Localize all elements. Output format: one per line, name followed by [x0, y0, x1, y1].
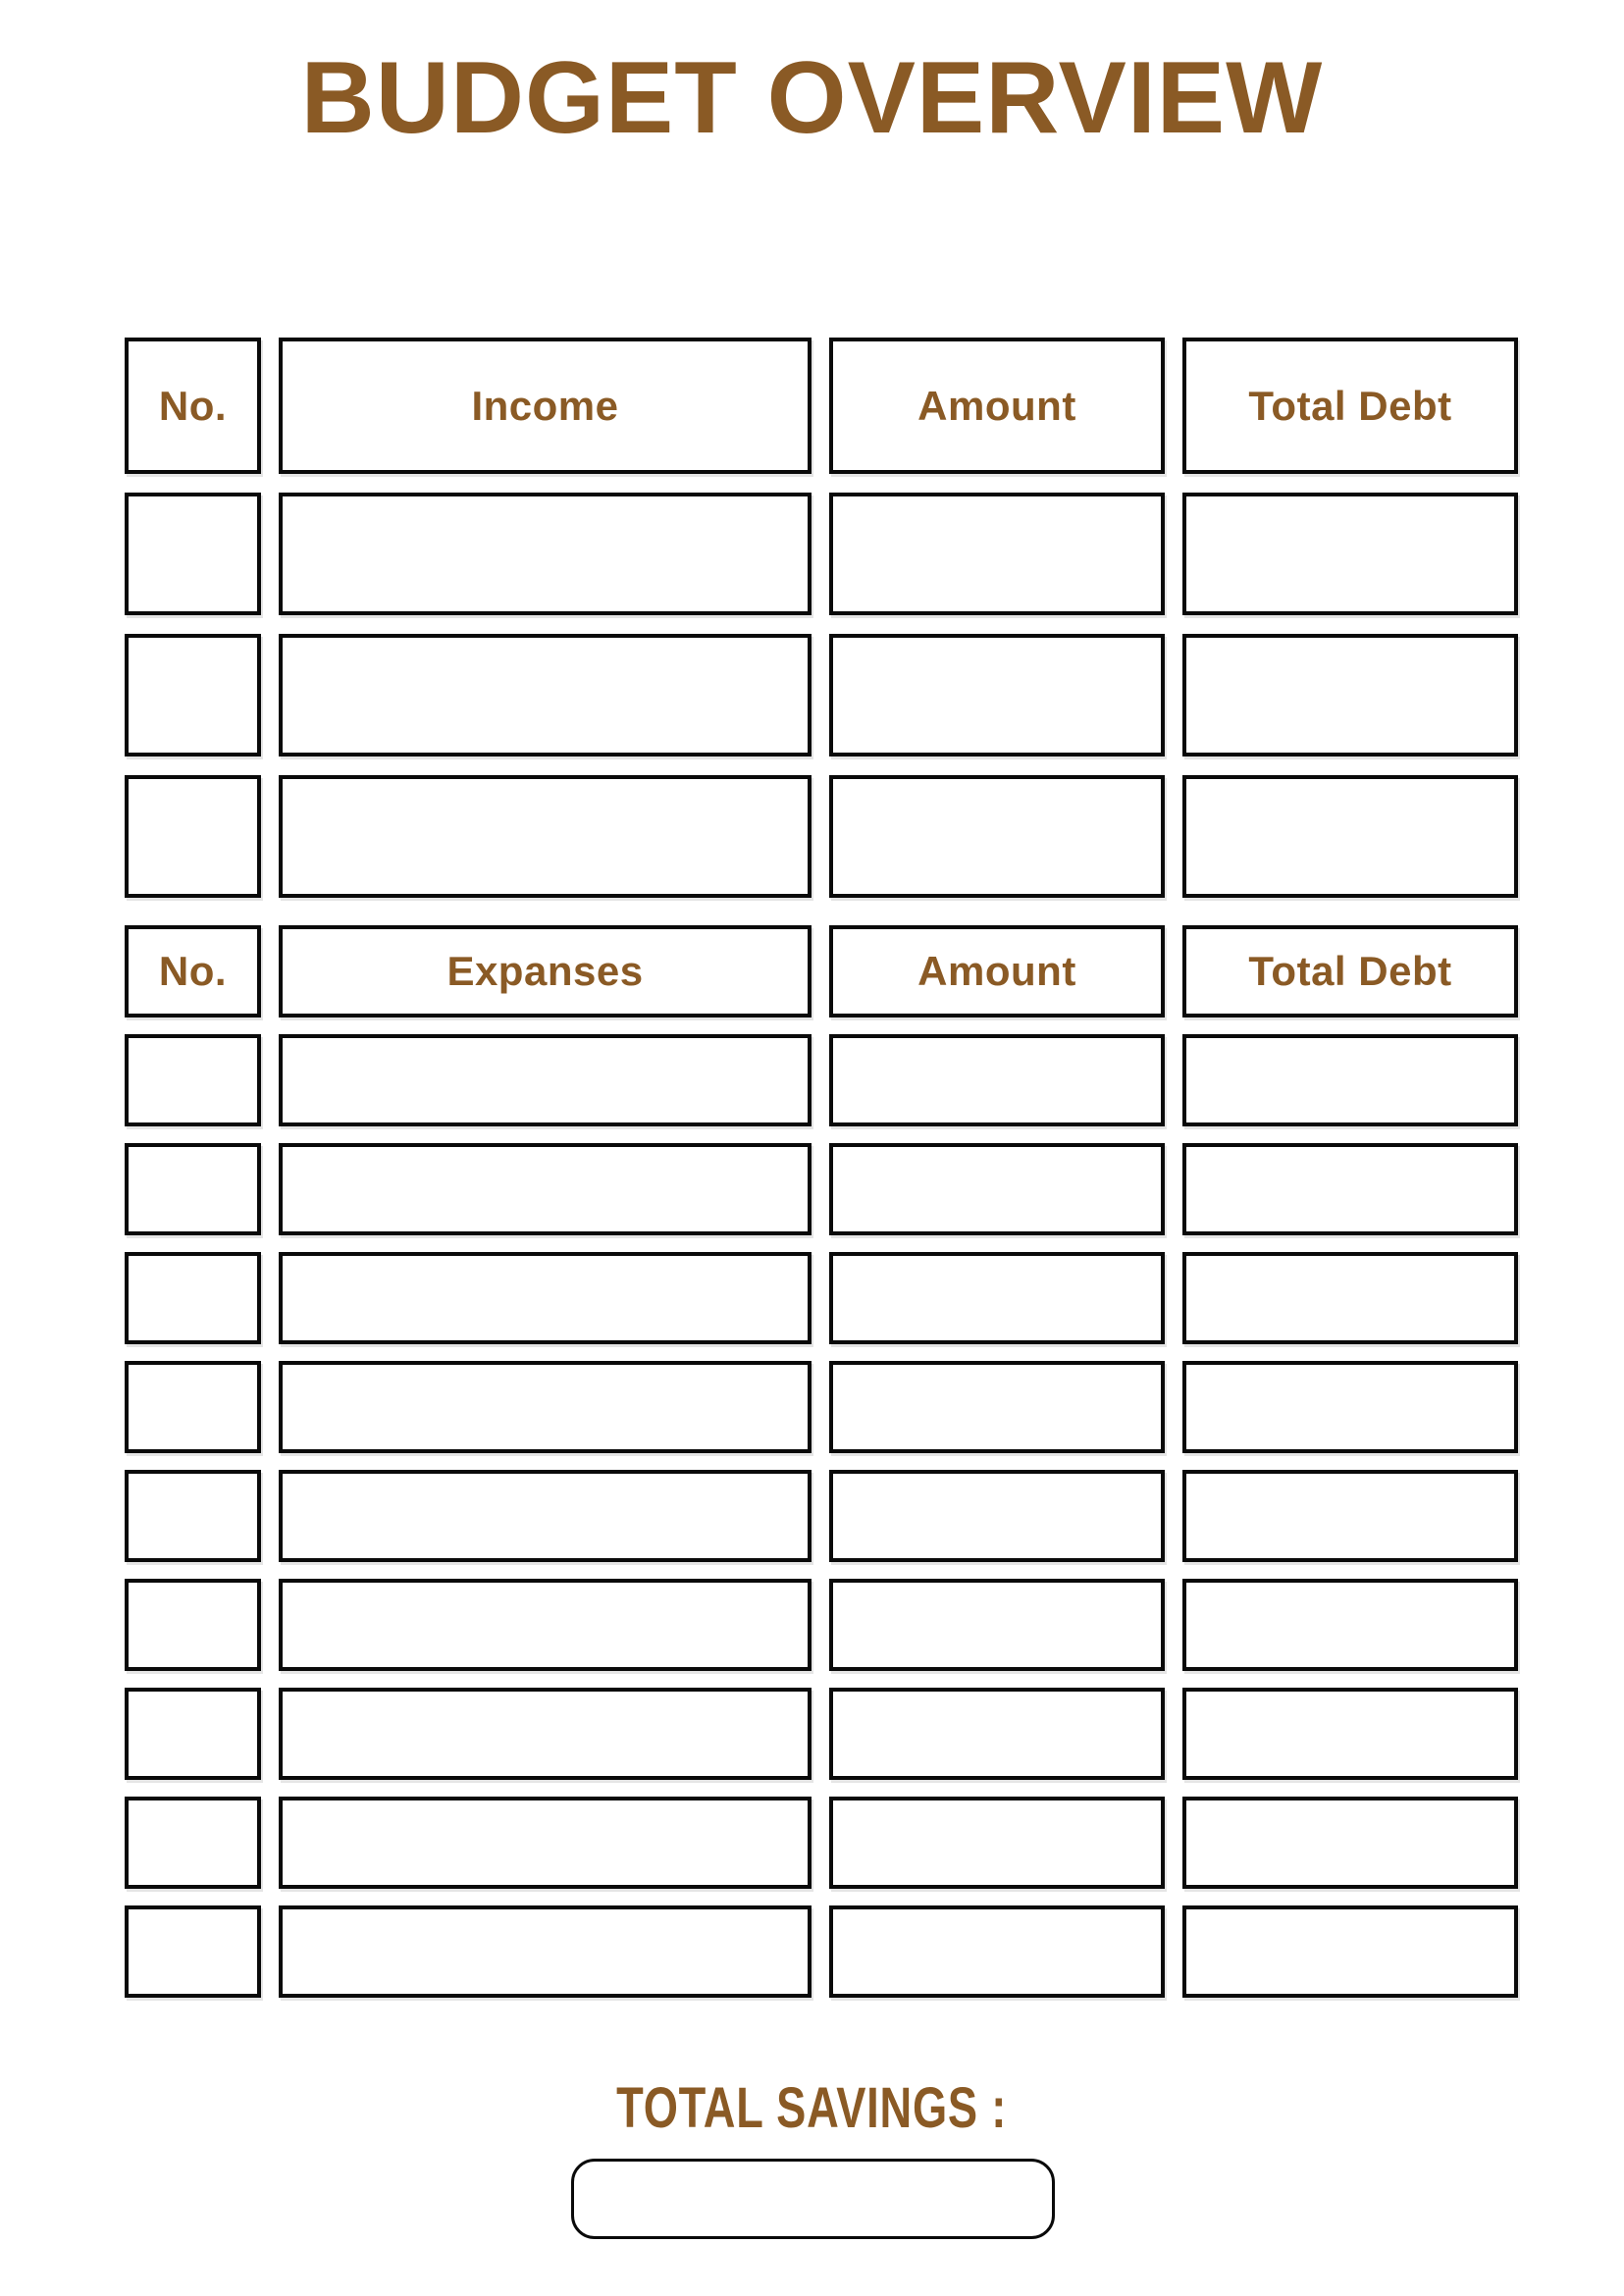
income-row1-amount-field[interactable]: [829, 493, 1165, 615]
expenses-row2-expanses-field[interactable]: [279, 1143, 812, 1235]
page-title: BUDGET OVERVIEW: [300, 41, 1324, 155]
income-row1-no-field[interactable]: [125, 493, 261, 615]
expenses-row7-expanses-field[interactable]: [279, 1688, 812, 1780]
expenses-row3-total-debt-field[interactable]: [1182, 1252, 1518, 1344]
income-table: [125, 338, 1518, 898]
income-row1-income-field[interactable]: [279, 493, 812, 615]
income-row3-total-debt-field[interactable]: [1182, 775, 1518, 898]
expenses-row7-no-field[interactable]: [125, 1688, 261, 1780]
income-row1-total-debt-field[interactable]: [1182, 493, 1518, 615]
expenses-row3-amount-field[interactable]: [829, 1252, 1165, 1344]
expenses-row2-amount-field[interactable]: [829, 1143, 1165, 1235]
expenses-row6-amount-field[interactable]: [829, 1579, 1165, 1671]
total-savings-input-box[interactable]: [571, 2159, 1055, 2239]
expenses-row8-expanses-field[interactable]: [279, 1797, 812, 1889]
expenses-row1-no-field[interactable]: [125, 1034, 261, 1126]
total-savings-label: TOTAL SAVINGS :: [616, 2076, 1008, 2140]
income-row2-income-field[interactable]: [279, 634, 812, 757]
income-header-total-debt: Total Debt: [1182, 338, 1518, 474]
expenses-row9-amount-field[interactable]: [829, 1905, 1165, 1998]
expenses-header-amount: Amount: [829, 925, 1165, 1018]
expenses-row9-total-debt-field[interactable]: [1182, 1905, 1518, 1998]
expenses-row1-total-debt-field[interactable]: [1182, 1034, 1518, 1126]
income-row3-income-field[interactable]: [279, 775, 812, 898]
expenses-row3-expanses-field[interactable]: [279, 1252, 812, 1344]
expenses-row9-no-field[interactable]: [125, 1905, 261, 1998]
expenses-row7-amount-field[interactable]: [829, 1688, 1165, 1780]
expenses-row4-no-field[interactable]: [125, 1361, 261, 1453]
expenses-row5-expanses-field[interactable]: [279, 1470, 812, 1562]
expenses-row5-no-field[interactable]: [125, 1470, 261, 1562]
income-header-income: Income: [279, 338, 812, 474]
expenses-row4-total-debt-field[interactable]: [1182, 1361, 1518, 1453]
expenses-row2-total-debt-field[interactable]: [1182, 1143, 1518, 1235]
expenses-row8-no-field[interactable]: [125, 1797, 261, 1889]
expenses-row5-total-debt-field[interactable]: [1182, 1470, 1518, 1562]
expenses-row4-expanses-field[interactable]: [279, 1361, 812, 1453]
income-header-no: No.: [125, 338, 261, 474]
income-row2-total-debt-field[interactable]: [1182, 634, 1518, 757]
expenses-header-no: No.: [125, 925, 261, 1018]
expenses-row4-amount-field[interactable]: [829, 1361, 1165, 1453]
income-header-amount: Amount: [829, 338, 1165, 474]
expenses-header-expanses: Expanses: [279, 925, 812, 1018]
expenses-row6-expanses-field[interactable]: [279, 1579, 812, 1671]
expenses-row8-amount-field[interactable]: [829, 1797, 1165, 1889]
income-row2-no-field[interactable]: [125, 634, 261, 757]
expenses-row1-expanses-field[interactable]: [279, 1034, 812, 1126]
expenses-row7-total-debt-field[interactable]: [1182, 1688, 1518, 1780]
expenses-row8-total-debt-field[interactable]: [1182, 1797, 1518, 1889]
expenses-row6-total-debt-field[interactable]: [1182, 1579, 1518, 1671]
income-row2-amount-field[interactable]: [829, 634, 1165, 757]
expenses-header-total-debt: Total Debt: [1182, 925, 1518, 1018]
expenses-row6-no-field[interactable]: [125, 1579, 261, 1671]
expenses-row1-amount-field[interactable]: [829, 1034, 1165, 1126]
expenses-row3-no-field[interactable]: [125, 1252, 261, 1344]
expenses-row5-amount-field[interactable]: [829, 1470, 1165, 1562]
expenses-row2-no-field[interactable]: [125, 1143, 261, 1235]
income-row3-no-field[interactable]: [125, 775, 261, 898]
expenses-row9-expanses-field[interactable]: [279, 1905, 812, 1998]
income-row3-amount-field[interactable]: [829, 775, 1165, 898]
expenses-table: [125, 925, 1518, 1998]
total-savings-section: [0, 2076, 1624, 2152]
